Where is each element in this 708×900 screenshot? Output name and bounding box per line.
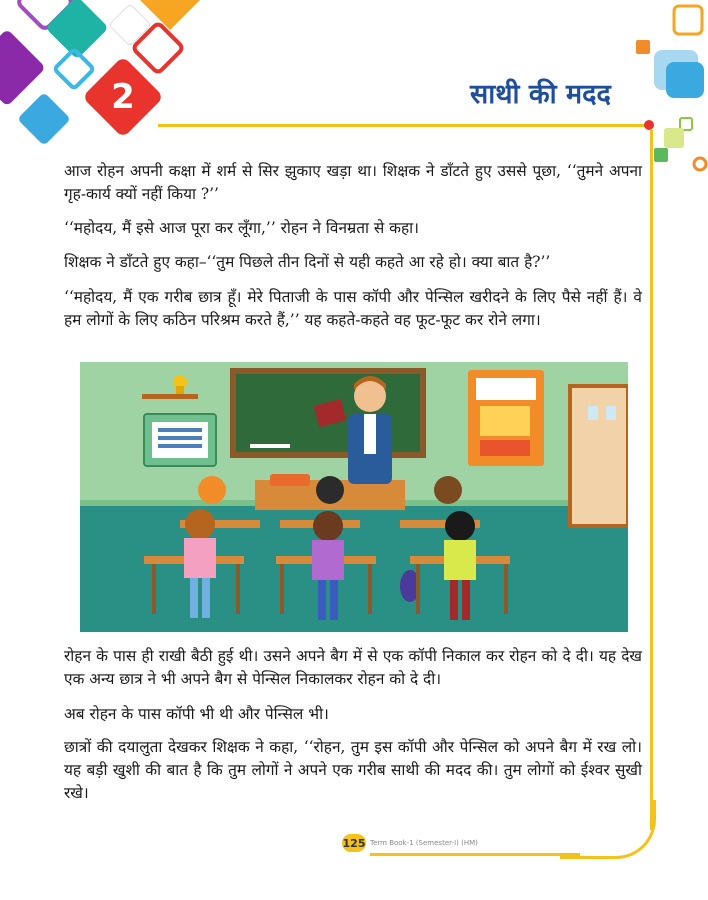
page-border-right [650, 130, 653, 830]
decorative-shapes-top-right [628, 0, 708, 180]
book-label: Term Book-1 (Semester-I) (HM) [370, 839, 478, 847]
title-underline [158, 124, 648, 127]
paragraph-2: ‘‘महोदय, मैं इसे आज पूरा कर लूँगा,’’ रोहन ने विनम्रता से कहा। [64, 219, 419, 237]
chapter-number: 2 [111, 77, 135, 117]
page-border-bottom-curve [560, 800, 656, 859]
paragraph-6: अब रोहन के पास कॉपी भी थी और पेन्सिल भी। [64, 705, 329, 723]
chapter-title: साथी की मदद [470, 79, 611, 110]
paragraph-7: छात्रों की दयालुता देखकर शिक्षक ने कहा, ‘‘रोहन, तुम इस कॉपी और पेन्सिल को अपने बैग में रख लो। यह बड़ी खुशी की बात है कि तुम लोगों ने अपने एक गरीब साथी की मदद की। तुम लोगों को ईश्वर सुखी रखे। [64, 738, 642, 802]
page-number: 125 [342, 834, 366, 852]
paragraph-4: ‘‘महोदय, मैं एक गरीब छात्र हूँ। मेरे पिताजी के पास कॉपी और पेन्सिल खरीदने के लिए पैसे नहीं हैं। वे हम लोगों के लिए कठिन परिश्रम करते हैं,’’ यह कहते-कहते वह फूट-फूट कर रोने लगा। [64, 288, 642, 329]
page-border-bottom [370, 853, 580, 856]
classroom-illustration [80, 362, 628, 632]
paragraph-5: रोहन के पास ही राखी बैठी हुई थी। उसने अपने बैग में से एक कॉपी निकाल कर रोहन को दे दी। यह देख एक अन्य छात्र ने भी अपने बैग से पेन्सिल निकालकर रोहन को दे दी। [64, 647, 642, 688]
title-underline-dot [644, 120, 654, 130]
page-footer [342, 834, 478, 852]
paragraph-3: शिक्षक ने डाँटते हुए कहा–‘‘तुम पिछले तीन दिनों से यही कहते आ रहे हो। क्या बात है?’’ [64, 253, 551, 271]
paragraph-1: आज रोहन अपनी कक्षा में शर्म से सिर झुकाए खड़ा था। शिक्षक ने डाँटते हुए उससे पूछा, ‘‘तुमने अपना गृह-कार्य क्यों नहीं किया ?’’ [64, 162, 642, 203]
